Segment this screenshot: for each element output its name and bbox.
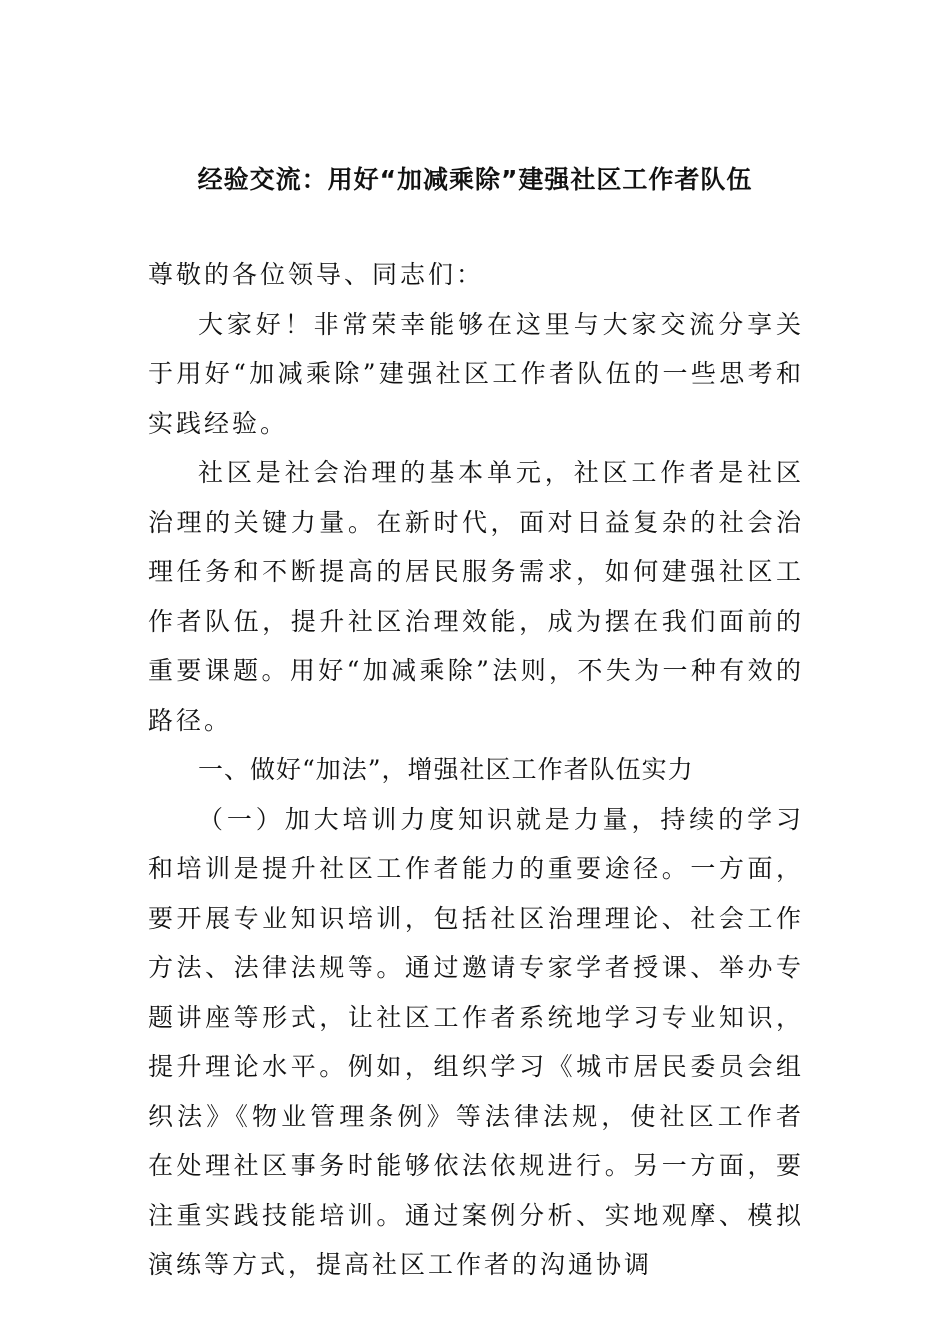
section-heading: 一、做好“加法”，增强社区工作者队伍实力 [198, 755, 694, 784]
document-body [148, 250, 804, 1290]
intro-paragraph: 大家好！非常荣幸能够在这里与大家交流分享关于用好“加减乘除”建强社区工作者队伍的一些思考和实践经验。 [148, 309, 804, 438]
training-paragraph: （一）加大培训力度知识就是力量，持续的学习和培训是提升社区工作者能力的重要途径。一方面，要开展专业知识培训，包括社区治理理论、社会工作方法、法律法规等。通过邀请专家学者授课、举办专题讲座等形式，让社区工作者系统地学习专业知识，提升理论水平。例如，组织学习《城市居民委员会组织法》《物业管理条例》等法律法规，使社区工作者在处理社区事务时能够依法依规进行。另一方面，要注重实践技能培训。通过案例分析、实地观摩、模拟演练等方式，提高社区工作者的沟通协调 [148, 804, 804, 1279]
context-paragraph: 社区是社会治理的基本单元，社区工作者是社区治理的关键力量。在新时代，面对日益复杂的社会治理任务和不断提高的居民服务需求，如何建强社区工作者队伍，提升社区治理效能，成为摆在我们面前的重要课题。用好“加减乘除”法则，不失为一种有效的路径。 [148, 458, 804, 735]
document-title: 经验交流：用好“加减乘除”建强社区工作者队伍 [197, 165, 753, 194]
greeting-paragraph: 尊敬的各位领导、同志们： [148, 260, 485, 289]
